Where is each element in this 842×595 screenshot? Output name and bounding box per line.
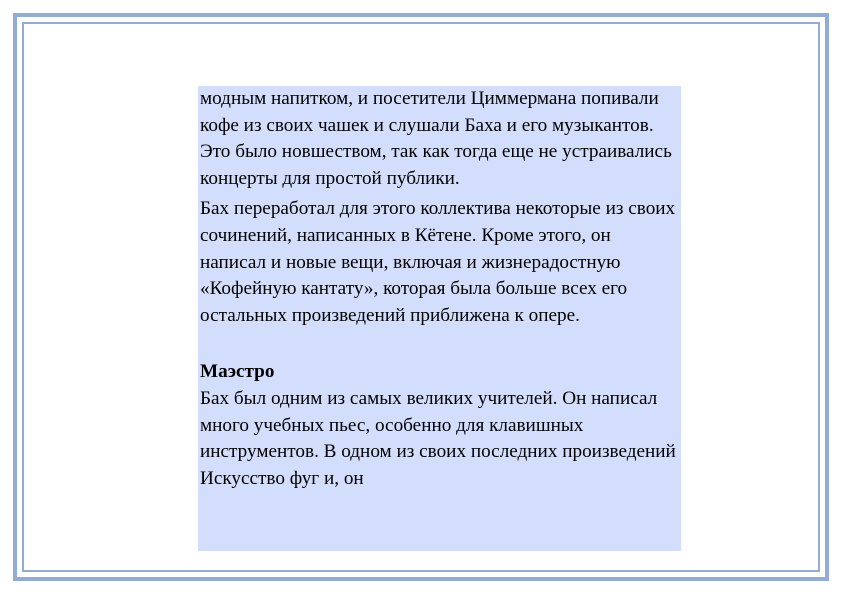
section-heading: Маэстро xyxy=(200,361,275,383)
paragraph-maestro: Бах был одним из самых великих учителей. Он написал много учебных пьес, особенно для клавишных инструментов. В одном из своих последних произведений Искусство фуг и, он xyxy=(200,387,676,489)
paragraph-coffee-cantata: Бах переработал для этого коллектива некоторые из своих сочинений, написанных в Кётене. Кроме этого, он написал и новые вещи, включая и жизнерадостную «Кофейную кантату», которая была больше всех его остальных произведений приближена к опере. xyxy=(200,198,676,326)
paragraph-coffee-house: модным напитком, и посетители Циммермана попивали кофе из своих чашек и слушали Баха и его музыкантов. Это было новшеством, так как тогда еще не устраивались концерты для простой публики. xyxy=(200,88,672,189)
text-box xyxy=(198,86,681,551)
